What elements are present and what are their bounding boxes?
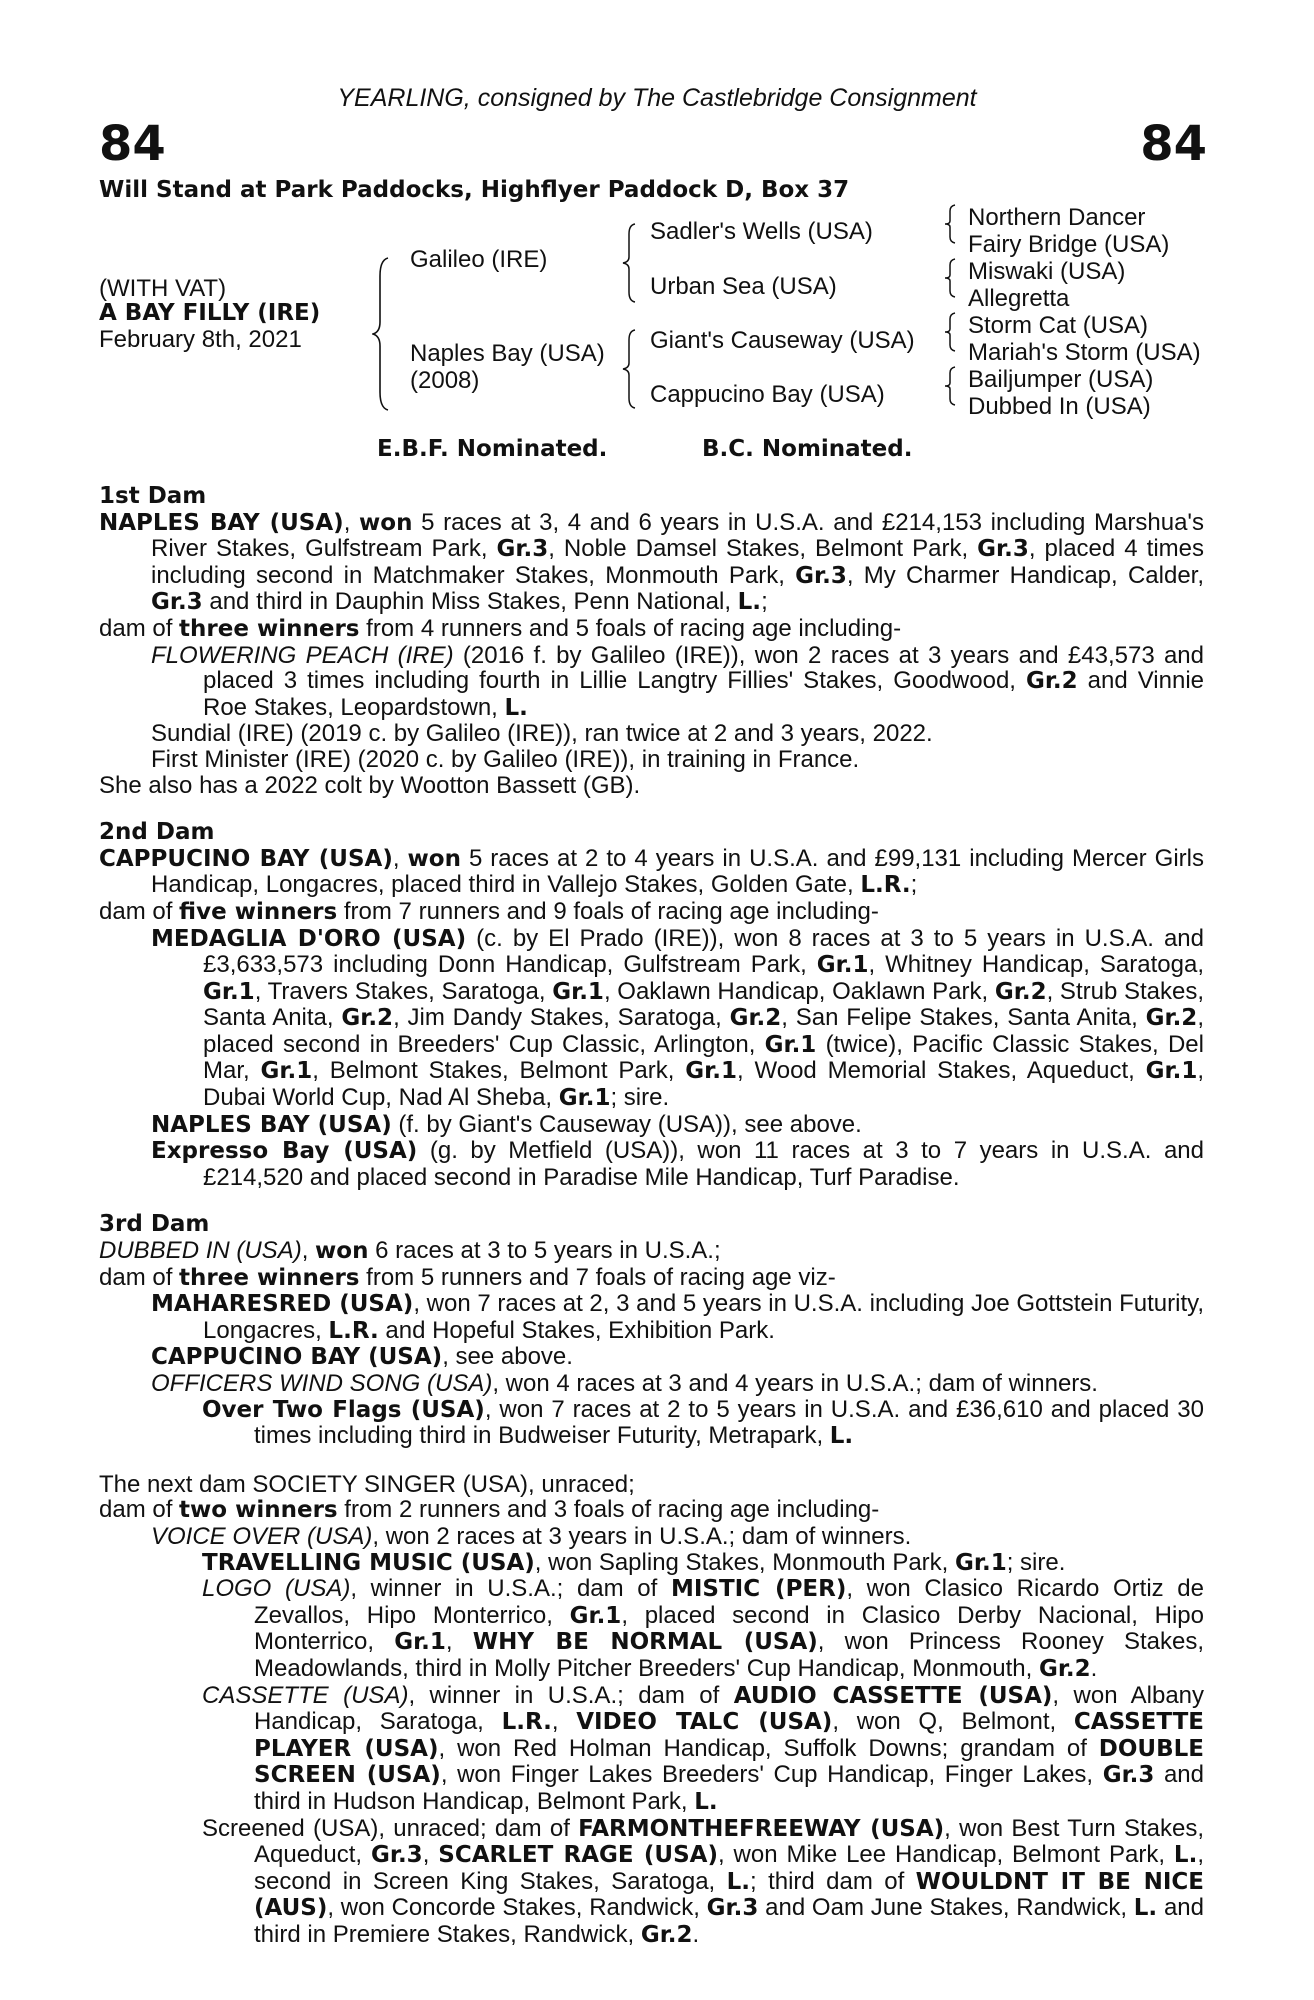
produce-summary: dam of three winners from 5 runners and 7 foals of racing age viz- <box>99 1263 836 1291</box>
section-title: 3rd Dam <box>99 1211 210 1238</box>
next-dam-record: The next dam SOCIETY SINGER (USA), unraced; <box>99 1470 635 1498</box>
section-title: 2nd Dam <box>99 819 215 846</box>
lot-number-right: 84 <box>1140 116 1207 172</box>
next-dam-section <box>99 1472 1204 1949</box>
produce-entry: Over Two Flags (USA), won 7 races at 2 to 5 years in U.S.A. and £36,610 and placed 30 times including third in Budweiser Futurity, Metrapark, L. <box>202 1395 1205 1450</box>
second-dam-section <box>99 820 1204 1190</box>
ggp-7: Bailjumper (USA) <box>968 366 1154 393</box>
vat-label: (WITH VAT) <box>99 275 227 302</box>
stand-location: Will Stand at Park Paddocks, Highflyer Paddock D, Box 37 <box>99 177 850 203</box>
pedigree-brace <box>372 256 392 412</box>
gg-brace-1 <box>944 204 956 244</box>
produce-summary: dam of two winners from 2 runners and 3 foals of racing age including- <box>99 1496 880 1524</box>
dam-sire: Giant's Causeway (USA) <box>650 327 915 354</box>
ggp-3: Miswaki (USA) <box>968 258 1126 285</box>
produce-entry: VOICE OVER (USA), won 2 races at 3 years in U.S.A.; dam of winners. <box>151 1522 912 1550</box>
produce-entry: CASSETTE (USA), winner in U.S.A.; dam of AUDIO CASSETTE (USA), won Albany Handicap, Saratoga, L.R., VIDEO TALC (USA), won Q, Belmont, CASSETTE PLAYER (USA), won Red Holman Handicap, Suffolk Downs; grandam of DOUBLE SCREEN (USA), won Finger Lakes Breeders' Cup Handicap, Finger Lakes, Gr.3 and third in Hudson Handicap, Belmont Park, L. <box>202 1681 1205 1815</box>
dam-record: DUBBED IN (USA), won 6 races at 3 to 5 years in U.S.A.; <box>99 1237 721 1265</box>
produce-entry: First Minister (IRE) (2020 c. by Galileo (IRE)), in training in France. <box>151 745 860 773</box>
dam-year: (2008) <box>410 367 480 394</box>
ggp-5: Storm Cat (USA) <box>968 312 1149 339</box>
produce-entry: TRAVELLING MUSIC (USA), won Sapling Stakes, Monmouth Park, Gr.1; sire. <box>202 1548 1066 1576</box>
gg-brace-3 <box>944 312 956 352</box>
foaling-date: February 8th, 2021 <box>99 326 302 353</box>
third-dam-section <box>99 1212 1204 1449</box>
gg-brace-4 <box>944 366 956 406</box>
dam-dam: Cappucino Bay (USA) <box>650 381 885 408</box>
dam-record: NAPLES BAY (USA), won 5 races at 3, 4 and 6 years in U.S.A. and £214,153 including Marshua's River Stakes, Gulfstream Park, Gr.3, Noble Damsel Stakes, Belmont Park, Gr.3, placed 4 times including second in Matchmaker Stakes, Monmouth Park, Gr.3, My Charmer Handicap, Calder, Gr.3 and third in Dauphin Miss Stakes, Penn National, L.; <box>99 508 1205 616</box>
lot-number-left: 84 <box>99 116 166 172</box>
produce-entry: CAPPUCINO BAY (USA), see above. <box>151 1343 573 1371</box>
produce-entry: MEDAGLIA D'ORO (USA) (c. by El Prado (IRE)), won 8 races at 3 to 5 years in U.S.A. and £3,633,573 including Donn Handicap, Gulfstream Park, Gr.1, Whitney Handicap, Saratoga, Gr.1, Travers Stakes, Saratoga, Gr.1, Oaklawn Handicap, Oaklawn Park, Gr.2, Strub Stakes, Santa Anita, Gr.2, Jim Dandy Stakes, Saratoga, Gr.2, San Felipe Stakes, Santa Anita, Gr.2, placed second in Breeders' Cup Classic, Arlington, Gr.1 (twice), Pacific Classic Stakes, Del Mar, Gr.1, Belmont Stakes, Belmont Park, Gr.1, Wood Memorial Stakes, Aqueduct, Gr.1, Dubai World Cup, Nad Al Sheba, Gr.1; sire. <box>151 924 1205 1112</box>
produce-entry: OFFICERS WIND SONG (USA), won 4 races at 3 and 4 years in U.S.A.; dam of winners. <box>151 1370 1098 1397</box>
sire-dam: Urban Sea (USA) <box>650 273 837 300</box>
ggp-1: Northern Dancer <box>968 204 1146 231</box>
produce-entry: Expresso Bay (USA) (g. by Metfield (USA)), won 11 races at 3 to 7 years in U.S.A. and £214,520 and placed second in Paradise Mile Handicap, Turf Paradise. <box>151 1137 1204 1191</box>
dam-brace <box>622 328 638 410</box>
produce-entry: MAHARESRED (USA), won 7 races at 2, 3 and 5 years in U.S.A. including Joe Gottstein Futurity, Longacres, L.R. and Hopeful Stakes, Exhibition Park. <box>151 1290 1205 1344</box>
gg-brace-2 <box>944 258 956 298</box>
ggp-2: Fairy Bridge (USA) <box>968 231 1170 258</box>
first-dam-section <box>99 484 1204 798</box>
produce-entry: Screened (USA), unraced; dam of FARMONTHEFREEWAY (USA), won Best Turn Stakes, Aqueduct, Gr.3, SCARLET RAGE (USA), won Mike Lee Handicap, Belmont Park, L., second in Screen King Stakes, Saratoga, L.; third dam of WOULDNT IT BE NICE (AUS), won Concorde Stakes, Randwick, Gr.3 and Oam June Stakes, Randwick, L. and third in Premiere Stakes, Randwick, Gr.2. <box>202 1814 1204 1948</box>
ebf-nomination: E.B.F. Nominated. <box>377 436 608 462</box>
produce-entry: Sundial (IRE) (2019 c. by Galileo (IRE)), ran twice at 2 and 3 years, 2022. <box>151 720 933 748</box>
produce-entry: NAPLES BAY (USA) (f. by Giant's Causeway (USA)), see above. <box>151 1110 862 1138</box>
ggp-8: Dubbed In (USA) <box>968 393 1151 420</box>
dam-record: CAPPUCINO BAY (USA), won 5 races at 2 to 4 years in U.S.A. and £99,131 including Mercer Girls Handicap, Longacres, placed third in Vallejo Stakes, Golden Gate, L.R.; <box>99 844 1204 899</box>
sire: Galileo (IRE) <box>410 246 548 273</box>
sire-sire: Sadler's Wells (USA) <box>650 218 873 245</box>
ggp-4: Allegretta <box>968 285 1070 312</box>
catalogue-body <box>99 484 1204 1948</box>
subject-name: A BAY FILLY (IRE) <box>99 300 321 326</box>
produce-summary: dam of five winners from 7 runners and 9 foals of racing age including- <box>99 897 879 925</box>
ggp-6: Mariah's Storm (USA) <box>968 339 1201 366</box>
section-title: 1st Dam <box>99 483 207 509</box>
produce-summary: dam of three winners from 4 runners and 5 foals of racing age including- <box>99 614 902 642</box>
dam: Naples Bay (USA) <box>410 340 605 367</box>
produce-entry: LOGO (USA), winner in U.S.A.; dam of MISTIC (PER), won Clasico Ricardo Ortiz de Zevallos, Hipo Monterrico, Gr.1, placed second in Clasico Derby Nacional, Hipo Monterrico, Gr.1, WHY BE NORMAL (USA), won Princess Rooney Stakes, Meadowlands, third in Molly Pitcher Breeders' Cup Handicap, Monmouth, Gr.2. <box>202 1575 1205 1682</box>
catalogue-header: YEARLING, consigned by The Castlebridge Consignment <box>337 84 977 112</box>
produce-entry: FLOWERING PEACH (IRE) (2016 f. by Galileo (IRE)), won 2 races at 3 years and £43,573 and placed 3 times including fourth in Lillie Langtry Fillies' Stakes, Goodwood, Gr.2 and Vinnie Roe Stakes, Leopardstown, L. <box>151 641 1204 721</box>
bc-nomination: B.C. Nominated. <box>702 436 913 462</box>
produce-note: She also has a 2022 colt by Wootton Bassett (GB). <box>99 771 641 799</box>
sire-brace <box>622 222 638 304</box>
